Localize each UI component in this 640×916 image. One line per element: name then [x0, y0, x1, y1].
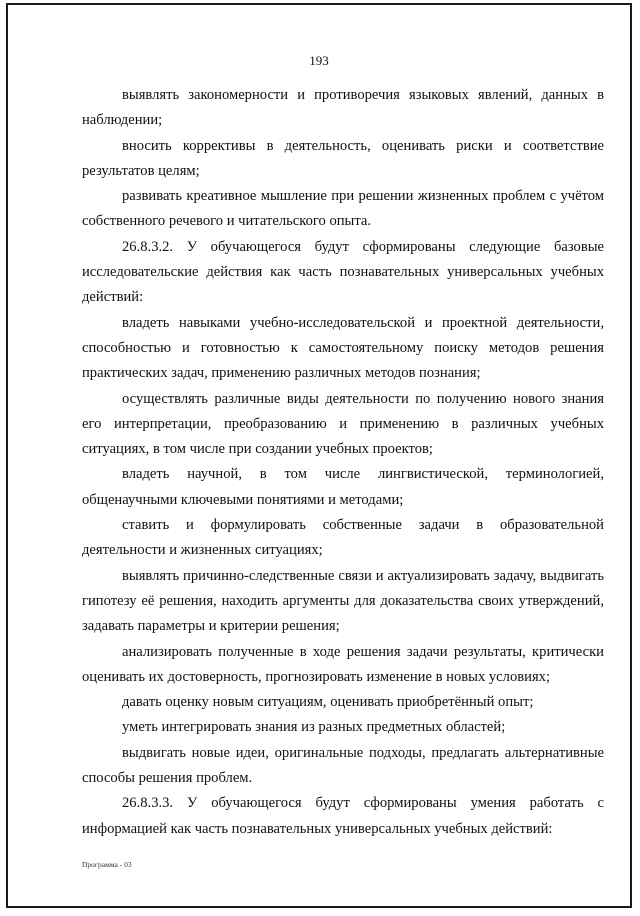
paragraph: выявлять причинно-следственные связи и актуализировать задачу, выдвигать гипотезу её решения, находить аргументы для доказательства своих утверждений, задавать параметры и критерии решения;	[82, 567, 604, 635]
paragraph: вносить коррективы в деятельность, оценивать риски и соответствие результатов целям;	[82, 137, 604, 179]
paragraph: владеть научной, в том числе лингвистической, терминологией, общенаучными ключевыми понятиями и методами;	[82, 466, 604, 508]
paragraph: уметь интегрировать знания из разных предметных областей;	[122, 719, 506, 736]
section-heading-paragraph: 26.8.3.2. У обучающегося будут сформированы следующие базовые исследовательские действия как часть познавательных универсальных учебных действий:	[82, 238, 604, 306]
paragraph: выдвигать новые идеи, оригинальные подходы, предлагать альтернативные способы решения проблем.	[82, 744, 604, 787]
document-body	[82, 83, 604, 842]
paragraph: владеть навыками учебно-исследовательской и проектной деятельности, способностью и готовностью к самостоятельному поиску методов решения практических задач, применению различных методов познания;	[82, 314, 604, 382]
paragraph: развивать креативное мышление при решении жизненных проблем с учётом собственного речевого и читательского опыта.	[82, 188, 604, 230]
paragraph: давать оценку новым ситуациям, оценивать приобретённый опыт;	[122, 694, 534, 711]
page-number: 193	[309, 53, 329, 68]
paragraph: осуществлять различные виды деятельности по получению нового знания его интерпретации, преобразованию и применению в различных учебных ситуациях, в том числе при создании учебных проектов;	[82, 390, 604, 458]
section-heading-paragraph: 26.8.3.3. У обучающегося будут сформированы умения работать с информацией как часть познавательных универсальных учебных действий:	[82, 795, 604, 837]
paragraph: анализировать полученные в ходе решения задачи результаты, критически оценивать их достоверность, прогнозировать изменение в новых условиях;	[82, 643, 604, 685]
footer-note: Программа - 03	[82, 860, 132, 869]
paragraph: выявлять закономерности и противоречия языковых явлений, данных в наблюдении;	[82, 87, 604, 129]
document-page	[6, 3, 632, 908]
paragraph: ставить и формулировать собственные задачи в образовательной деятельности и жизненных ситуациях;	[82, 517, 604, 559]
